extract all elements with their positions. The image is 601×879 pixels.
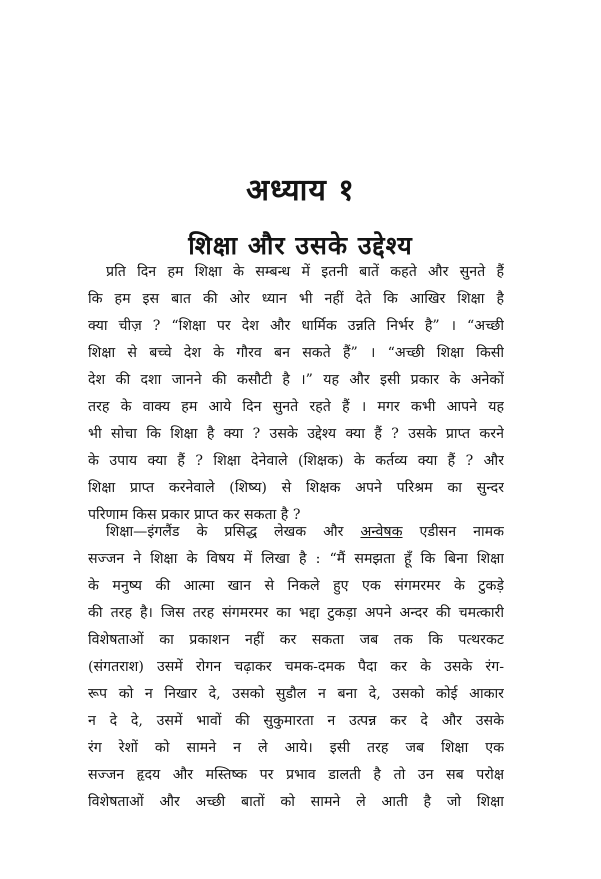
text-line: विशेषताओं और अच्छी बातों को सामने ले आती है जो शिक्षा xyxy=(88,794,504,810)
text-line: देश की दशा जानने की कसौटी है ।” यह और इसी प्रकार के अनेकों xyxy=(88,372,504,388)
text-line: परिणाम किस प्रकार प्राप्त कर सकता है ? xyxy=(88,507,301,523)
text-line: रूप को न निखार दे, उसको सुडौल न बना दे, उसको कोई आकार xyxy=(88,686,504,702)
paragraph-1 xyxy=(88,259,504,529)
text-line: सज्जन ने शिक्षा के विषय में लिखा है : “मैं समझता हूँ कि बिना शिक्षा xyxy=(88,551,504,567)
text-line: के उपाय क्या हैं ? शिक्षा देनेवाले (शिक्षक) के कर्तव्य क्या हैं ? और xyxy=(88,453,504,469)
text-line: विशेषताओं का प्रकाशन नहीं कर सकता जब तक कि पत्थरकट xyxy=(88,632,504,648)
text-line: कि हम इस बात की ओर ध्यान भी नहीं देते कि आखिर शिक्षा है xyxy=(88,291,504,307)
text-line xyxy=(88,519,504,546)
text-segment: एडीसन नामक xyxy=(402,524,504,540)
underlined-word: अन्वेषक xyxy=(360,524,403,540)
chapter-heading: अध्याय १ xyxy=(246,173,355,208)
text-line: की तरह है। जिस तरह संगमरमर का भद्दा टुकड़ा अपने अन्दर की चमत्कारी xyxy=(88,605,504,621)
text-line: भी सोचा कि शिक्षा है क्या ? उसके उद्देश्य क्या हैं ? उसके प्राप्त करने xyxy=(88,426,504,442)
text-line: रंग रेशों को सामने न ले आये। इसी तरह जब शिक्षा एक xyxy=(88,740,504,756)
chapter-title: शिक्षा और उसके उद्देश्य xyxy=(188,231,413,260)
paragraph-2 xyxy=(88,519,504,816)
text-line: तरह के वाक्य हम आये दिन सुनते रहते हैं । मगर कभी आपने यह xyxy=(88,399,504,415)
text-line: के मनुष्य की आत्मा खान से निकले हुए एक संगमरमर के टुकड़े xyxy=(88,578,504,594)
text-line: शिक्षा से बच्चे देश के गौरव बन सकते हैं” । “अच्छी शिक्षा किसी xyxy=(88,345,504,361)
text-line: क्या चीज़ ? “शिक्षा पर देश और धार्मिक उन्नति निर्भर है” । “अच्छी xyxy=(88,318,504,334)
text-line: प्रति दिन हम शिक्षा के सम्बन्ध में इतनी बातें कहते और सुनते हैं xyxy=(106,264,504,280)
text-line: न दे दे, उसमें भावों की सुकुमारता न उत्पन्न कर दे और उसके xyxy=(88,713,504,729)
text-segment: शिक्षा—इंगलैंड के प्रसिद्ध लेखक और xyxy=(106,524,361,540)
text-line: सज्जन हृदय और मस्तिष्क पर प्रभाव डालती है तो उन सब परोक्ष xyxy=(88,767,504,783)
text-line: (संगतराश) उसमें रोगन चढ़ाकर चमक-दमक पैदा कर के उसके रंग- xyxy=(88,659,504,675)
text-line: शिक्षा प्राप्त करनेवाले (शिष्य) से शिक्षक अपने परिश्रम का सुन्दर xyxy=(88,480,504,496)
